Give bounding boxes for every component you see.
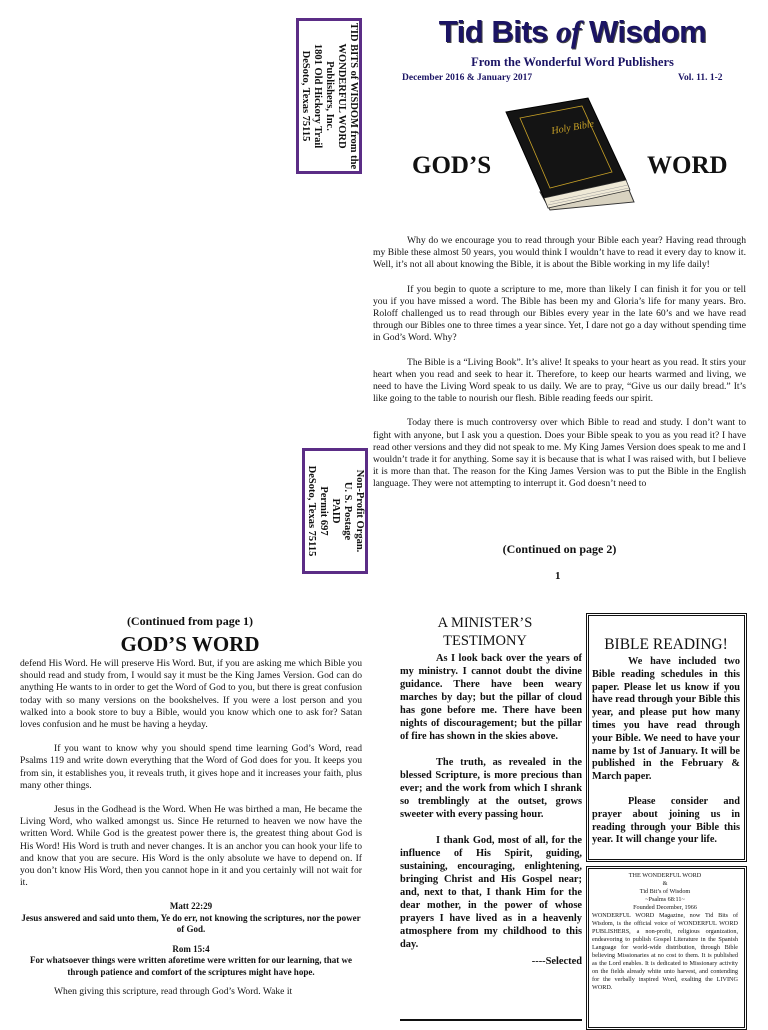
address-line: Non-Profit Organ. (354, 469, 365, 553)
ministers-testimony-title (400, 614, 570, 650)
address-line: WONDERFUL WORD (336, 43, 347, 149)
info-line: THE WONDERFUL WORD (628, 872, 702, 879)
scripture-ref: Rom 15:4 (172, 943, 210, 954)
page-number: 1 (555, 570, 561, 582)
address-line: Publishers, Inc. (324, 61, 335, 131)
continued-from-page-1: (Continued from page 1) (126, 614, 254, 628)
issue-date: December 2016 & January 2017 (402, 73, 533, 83)
paragraph: As I look back over the years of my ministry. I cannot doubt the divine guidance. There have been weary marches by day; but the pillar of cloud has gone before me. There have been nights of discouragement; but the pillar of fire has shown in the skies above. (400, 653, 582, 742)
scripture-text: Jesus answered and said unto them, Ye do err, not knowing the scriptures, nor the power of God. (21, 912, 361, 935)
bible-reading-text (592, 656, 740, 859)
scripture-text: For whatsoever things were written aforetime were written for our learning, that we through patience and comfort of the scriptures might have hope. (29, 955, 352, 977)
wonderful-word-info-text (592, 872, 738, 992)
paragraph: Today there is much controversy over which Bible to read and study. I don’t want to fight with anyone, but I ask you a question. Does your Bible speak to you as you read it? I have read other versions and they did not speak to me. My King James Version does speak to me and I wouldn’t trade it for anything. Some say it is because that is what I was raised with, but I believe it is more than that. The reason for the King James Version was to put the Bible in the English language. They were not attempting to interrupt it. God doesn’t need to (373, 417, 746, 490)
postage-permit-box (302, 448, 368, 574)
article-title-gods-word: GOD’S WORD (120, 632, 260, 656)
issue-volume: Vol. 11. 1-2 (678, 73, 723, 83)
address-line: DeSoto, Texas 75115 (306, 465, 317, 557)
address-line: DeSoto, Texas 75115 (300, 50, 311, 142)
paragraph: If you want to know why you should spend time learning God’s Word, read Psalms 119 and write down everything that the Word of God does for you. It keeps you from sin, it establishes you, it reveals truth, it gives hope and it increases your faith, plus many other things. (20, 743, 362, 791)
continued-on-page-2: (Continued on page 2) (502, 542, 617, 556)
paragraph: If you begin to quote a scripture to me, more than likely I can finish it for you or tell you if you have missed a word. The Bible has been my and Gloria’s life for many years. Bro. Roloff challenged us to read through our Bibles every year in the late 60’s and we have read through our Bibles one to three times a year since. Yet, I dare not go a day without spending time in God’s Word. Why? (373, 283, 746, 344)
paragraph: defend His Word. He will preserve His Word. But, if you are asking me which Bible you should read and study from, I would say it must be the King James Version. God can do anything He wants to in order to get the Word of God to you, but there is great confusion today with so many versions on the bookshelves. If you were a lost person and you walked into a book store to buy a Bible, would you know which one to ask for? Satan loves confusion and he must be having a heyday. (20, 658, 362, 731)
paragraph: When giving this scripture, read through God’s Word. Wake it (54, 986, 293, 998)
paragraph: We have included two Bible reading schedules in this paper. Please let us know if you have read through your Bible this year, and please put how many times you have read through your Bible. We need to have your name by 1st of January. It will be published in the February & March paper. (592, 656, 740, 783)
address-line: 1801 Old Hickory Trail (312, 43, 323, 149)
divider (400, 1019, 582, 1021)
paragraph: Jesus in the Godhead is the Word. When He was birthed a man, He became the Living Word, who walked amongst us. Since He returned to heaven we now have the written Word. While God is the greatest power there is, the greatest thing about God is His Word! His Word is truth and never changes. It is an anchor you can hook your life to and know that you are secure. His Word is the only absolute we have to depend on. If you don’t know His Word, then you cannot hope in it and you certainly will not wait for it. (20, 804, 362, 889)
paragraph: The truth, as revealed in the blessed Scripture, is more precious than ever; and the work from which I shrank so tremblingly at the outset, grows sweeter with every passing hour. (400, 757, 582, 820)
info-line: ~Psalms 68:11~ (645, 896, 685, 903)
selected-credit: ----Selected (531, 956, 582, 967)
address-line: U. S. Postage (342, 481, 353, 541)
ministers-testimony-text (400, 652, 582, 968)
address-line: Permit 697 (318, 486, 329, 536)
article-gods-word-page2 (20, 658, 362, 1011)
headline-word: WORD (647, 152, 728, 179)
paragraph: Why do we encourage you to read through your Bible each year? Having read through my Bible these almost 50 years, you would think I wouldn’t have to read it every day to know it. Well, it’s not all about knowing the Bible, it is about the Bible working in my life daily! (373, 235, 746, 271)
postage-permit-text (305, 466, 365, 557)
title-line: A MINISTER’S (437, 615, 533, 631)
masthead-subtitle: From the Wonderful Word Publishers (471, 55, 674, 69)
info-line: Founded December, 1966 (633, 904, 697, 911)
info-line: WONDERFUL WORD Magazine, now Tid Bits of Wisdom, is the official voice of WONDERFUL WORD PUBLISHERS, a non-profit, religious organization, endeavoring to publish Gospel Literature in the Spanish Language for world-wide distribution, through Bible believing Missionaries at no cost to them. It is published as the Lord enables. It is dedicated to Missionary activity on the fields already white unto harvest, and contending for the verbally inspired Word, exalting the LIVING WORD. (592, 912, 738, 991)
scripture-ref: Matt 22:29 (169, 901, 213, 912)
bible-cover-text: Holy Bible (550, 118, 595, 137)
bible-reading-title: BIBLE READING! (604, 636, 728, 653)
title-line: TESTIMONY (443, 633, 527, 649)
masthead-title: Tid Bits of Wisdom (438, 14, 707, 49)
address-line: PAID (330, 498, 341, 524)
paragraph: The Bible is a “Living Book”. It’s alive! It speaks to your heart as you read. It stirs your heart when you read and seek to hear it. Therefore, to keep our hearts warmed and living, we need to have the Living Word speak to us daily. We are to pray, “Give us our daily bread.” It’s like going to the table to nourish our flesh. Bible reading feeds our spirit. (373, 356, 746, 405)
address-line: TID BITS of WISDOM from the (348, 22, 359, 170)
return-address-text (299, 23, 359, 169)
info-line: Tid Bit’s of Wisdom (639, 888, 691, 895)
info-line: & (662, 880, 668, 887)
article-gods-word-page1 (373, 235, 746, 503)
return-address-box (296, 18, 362, 174)
headline-gods: GOD’S (412, 152, 492, 179)
holy-bible-icon (500, 92, 640, 212)
paragraph: I thank God, most of all, for the influence of His Spirit, guiding, sustaining, encouraging, enlightening, bringing Christ and His Gospel near; and, next to that, I thank Him for the dear mother, in the power of whose prayers I have lived as in a heavenly atmosphere from my childhood to this day. (400, 835, 582, 950)
paragraph: Please consider and prayer about joining us in reading through your Bible this year. It will change your life. (592, 795, 740, 846)
